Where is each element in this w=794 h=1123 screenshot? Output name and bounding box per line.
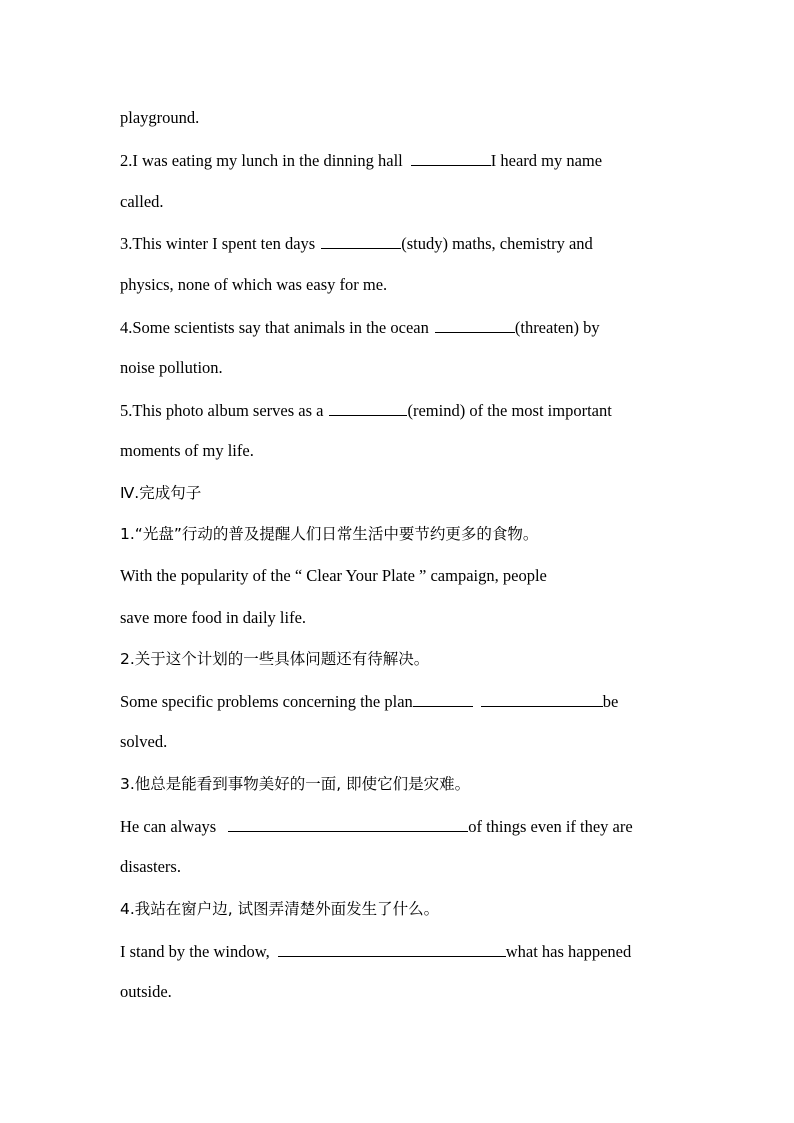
text: 3.他总是能看到事物美好的一面, 即使它们是灾难。 [120, 775, 471, 793]
line-called [120, 192, 674, 212]
text: He can always [120, 817, 217, 836]
sentence-3-english [120, 816, 674, 837]
answer-blank[interactable] [413, 691, 473, 707]
sentence-1-chinese [120, 524, 674, 544]
sentence-4-english [120, 941, 674, 962]
answer-blank[interactable] [329, 400, 407, 416]
text: disasters. [120, 857, 181, 876]
text: 2.关于这个计划的一些具体问题还有待解决。 [120, 650, 430, 668]
question-2-tail: I heard my name [490, 151, 603, 170]
question-2-text: 2.I was eating my lunch in the dinning hall [120, 151, 403, 170]
text: solved. [120, 732, 168, 751]
answer-blank[interactable] [228, 816, 468, 832]
text: I stand by the window, [120, 942, 270, 961]
sentence-4-english-cont [120, 982, 674, 1002]
sentence-2-english-cont [120, 732, 674, 752]
section-heading [120, 483, 674, 503]
answer-blank[interactable] [481, 691, 603, 707]
text: 1.“光盘”行动的普及提醒人们日常生活中要节约更多的食物。 [120, 525, 539, 543]
sentence-3-english-cont [120, 857, 674, 877]
text-tail: be [602, 692, 619, 711]
sentence-4-chinese [120, 899, 674, 919]
question-4-text: 4.Some scientists say that animals in the ocean [120, 318, 429, 337]
text: save more food in daily life. [120, 608, 307, 627]
question-3 [120, 233, 674, 254]
line-noise [120, 358, 674, 378]
question-5-text: 5.This photo album serves as a [120, 401, 324, 420]
sentence-1-english [120, 566, 674, 586]
text: noise pollution. [120, 358, 223, 377]
question-5-tail: (remind) of the most important [407, 401, 612, 420]
text-tail: what has happened [505, 942, 632, 961]
text: Some specific problems concerning the plan [120, 692, 413, 711]
text: playground. [120, 108, 200, 127]
text: called. [120, 192, 164, 211]
text-tail: of things even if they are [468, 817, 633, 836]
text: 4.我站在窗户边, 试图弄清楚外面发生了什么。 [120, 900, 440, 918]
text: physics, none of which was easy for me. [120, 275, 388, 294]
sentence-3-chinese [120, 774, 674, 794]
answer-blank[interactable] [411, 150, 491, 166]
line-playground [120, 108, 674, 128]
answer-blank[interactable] [278, 941, 506, 957]
sentence-2-chinese [120, 649, 674, 669]
answer-blank[interactable] [321, 233, 401, 249]
question-4-tail: (threaten) by [514, 318, 600, 337]
line-physics [120, 275, 674, 295]
line-moments [120, 441, 674, 461]
sentence-2-english [120, 691, 674, 712]
question-3-tail: (study) maths, chemistry and [401, 234, 593, 253]
question-2 [120, 150, 674, 171]
question-4 [120, 317, 674, 338]
question-5 [120, 400, 674, 421]
text: With the popularity of the “ Clear Your Plate ” campaign, people [120, 566, 547, 585]
sentence-1-english-cont [120, 608, 674, 628]
text: outside. [120, 982, 172, 1001]
answer-blank[interactable] [435, 317, 515, 333]
text: moments of my life. [120, 441, 254, 460]
question-3-text: 3.This winter I spent ten days [120, 234, 316, 253]
section-title: Ⅳ.完成句子 [120, 484, 202, 502]
